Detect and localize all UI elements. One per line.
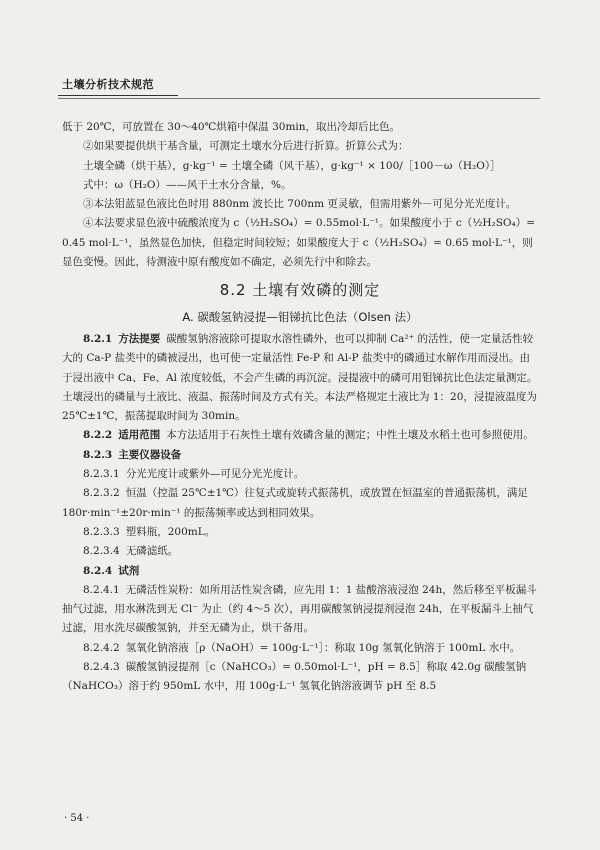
clause-text: 本方法适用于石灰性土壤有效磷含量的测定；中性土壤及水稻土也可参照使用。 xyxy=(166,429,534,442)
paragraph-continuation: 低于 20℃，可放置在 30～40℃烘箱中保温 30min，取出冷却后比色。 xyxy=(62,121,401,133)
running-header: 土壤分析技术规范 xyxy=(62,78,154,91)
header-rule-thin xyxy=(58,98,540,99)
note-3: ③本法钼蓝显色液比色时用 880nm 波长比 700nm 更灵敏，但需用紫外－可见分光光度计。 xyxy=(83,198,517,211)
clause-8-2-2 xyxy=(62,426,538,445)
clause-heading: 试剂 xyxy=(118,564,140,577)
item-8-2-4-2: 8.2.4.2 氢氧化钠溶液［ρ（NaOH）= 100g·L⁻¹］：称取 10g 氢氧化钠溶于 100mL 水中。 xyxy=(83,641,521,654)
item-8-2-4-3: 8.2.4.3 碳酸氢钠浸提剂［c（NaHCO₃）= 0.50mol·L⁻¹，pH = 8.5］称取 42.0g 碳酸氢钠（NaHCO₃）溶于约 950mL 水中，用 100g·L⁻¹ 氢氧化钠溶液调节 pH 至 8.5 xyxy=(62,661,527,693)
subsection-title: A. 碳酸氢钠浸提—钼锑抗比色法（Olsen 法） xyxy=(182,309,418,324)
clause-heading: 方法提要 xyxy=(118,332,161,345)
clause-number: 8.2.4 xyxy=(83,564,113,577)
item-8-2-3-3: 8.2.3.3 塑料瓶，200mL。 xyxy=(83,525,216,538)
clause-8-2-1 xyxy=(62,330,538,426)
header-rule xyxy=(58,95,178,96)
item-8-2-4-1: 8.2.4.1 无磷活性炭粉：如所用活性炭含磷，应先用 1：1 盐酸溶液浸泡 24h，然后移至平板漏斗抽气过滤，用水淋洗到无 Cl⁻ 为止（约 4～5 次），再用碳酸氢钠浸提剂浸泡 24h，在平板漏斗上抽气过滤，用水洗尽碳酸氢钠，并至无磷为止，烘干备用。 xyxy=(62,583,537,635)
item-8-2-3-4: 8.2.3.4 无磷滤纸。 xyxy=(83,545,179,558)
clause-8-2-4 xyxy=(62,562,538,581)
formula: 土壤全磷（烘干基），g·kg⁻¹ = 土壤全磷（风干基），g·kg⁻¹ × 100/［100－ω（H₂O）］ xyxy=(83,159,501,172)
clause-text: 碳酸氢钠溶液除可提取水溶性磷外，也可以抑制 Ca²⁺ 的活性，使一定量活性较大的 Ca-P 盐类中的磷被浸出，也可使一定量活性 Fe-P 和 Al-P 盐类中的磷通过水解作用而浸出。由于浸出液中 Ca、Fe、Al 浓度较低，不会产生磷的再沉淀。浸提液中的磷可用钼锑抗比色法定量测定。土壤浸出的磷量与土液比、液温、振荡时间及方式有关。本法严格规定土液比为 1：20，浸提液温度为 25℃±1℃，振荡提取时间为 30min。 xyxy=(62,332,538,423)
item-8-2-3-1: 8.2.3.1 分光光度计或紫外—可见分光光度计。 xyxy=(83,468,305,481)
note-2: ②如果要提供烘干基含量，可测定土壤水分后进行折算。折算公式为： xyxy=(83,140,409,153)
section-title: 8.2 土壤有效磷的测定 xyxy=(219,281,381,300)
clause-heading: 主要仪器设备 xyxy=(118,448,182,461)
formula-legend: 式中：ω（H₂O）——风干土水分含量，%。 xyxy=(83,178,292,191)
clause-8-2-3 xyxy=(62,446,538,465)
page-number: · 54 · xyxy=(64,813,90,824)
clause-heading: 适用范围 xyxy=(118,429,161,442)
clause-number: 8.2.1 xyxy=(83,332,113,345)
note-4: ④本法要求显色液中硫酸浓度为 c（½H₂SO₄）= 0.55mol·L⁻¹。如果酸度小于 c（½H₂SO₄）= 0.45 mol·L⁻¹，虽然显色加快，但稳定时间较短；如果酸度大于 c（½H₂SO₄）= 0.65 mol·L⁻¹，则显色变慢。因此，待测液中原有酸度如不确定，必须先行中和除去。 xyxy=(62,217,536,269)
page-body xyxy=(62,118,538,697)
item-8-2-3-2: 8.2.3.2 恒温（控温 25℃±1℃）往复式或旋转式振荡机，或放置在恒温室的普通振荡机，满足 180r·min⁻¹±20r·min⁻¹ 的振荡频率或达到相同效果。 xyxy=(62,487,528,519)
clause-number: 8.2.2 xyxy=(83,429,113,442)
clause-number: 8.2.3 xyxy=(83,448,113,461)
